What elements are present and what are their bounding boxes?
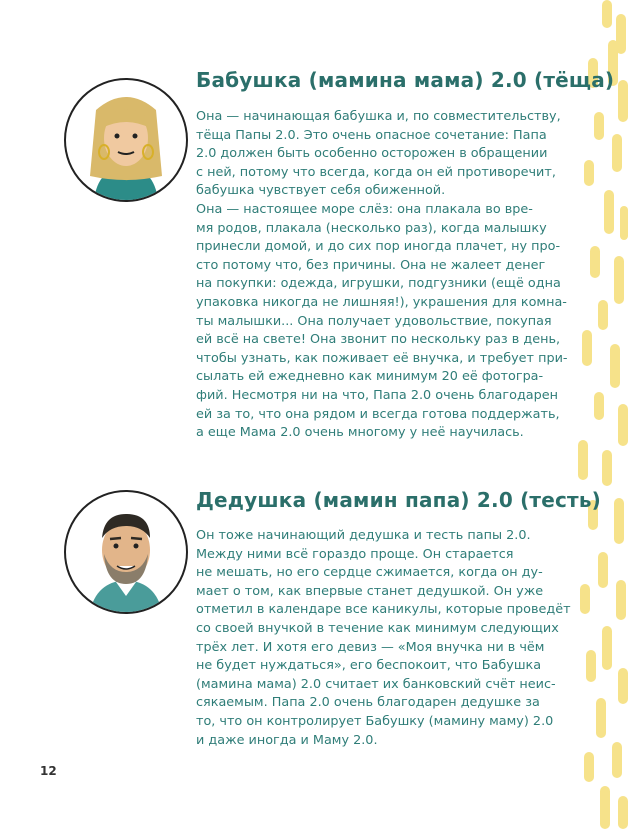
grandmother-portrait <box>64 78 188 202</box>
section-heading-grandmother: Бабушка (мамина мама) 2.0 (тёща) <box>196 68 615 92</box>
section-heading-grandfather: Дедушка (мамин папа) 2.0 (тесть) <box>196 488 602 512</box>
grandmother-portrait-icon <box>66 80 186 200</box>
grandfather-portrait-icon <box>66 492 186 612</box>
section-text-grandfather: Он тоже начинающий дедушка и тесть папы 2.0. Между ними всё гораздо проще. Он старается не мешать, но его сердце сжимается, когда он ду- мает о том, как впервые станет дедушкой. Он уже отметил в календаре все каникулы, которые проведёт со своей внучкой в течение как минимум следующих трёх лет. И хотя его девиз — «Моя внучка ни в чём не будет нуждаться», его беспокоит, что Бабушка (мамина мама) 2.0 считает их банковский счёт неис- сякаемым. Папа 2.0 очень благодарен дедушке за то, что он контролирует Бабушку (мамину маму) 2.0 и даже иногда и Маму 2.0. <box>196 528 571 748</box>
grandfather-portrait <box>64 490 188 614</box>
page-number: 12 <box>40 764 57 778</box>
section-text-grandmother: Она — начинающая бабушка и, по совместительству, тёща Папы 2.0. Это очень опасное сочетание: Папа 2.0 должен быть особенно осторожен в обращении с ней, потому что всегда, когда он ей противоречит, бабушка чувствует себя обиженной. Она — настоящее море слёз: она плакала во вре- мя родов, плакала (несколько раз), когда малышку принесли домой, и до сих пор иногда плачет, ну про- сто потому что, без причины. Она не жалеет денег на покупки: одежда, игрушки, подгузники (ещё одна упаковка никогда не лишняя!), украшения для комна- ты малышки... Она получает удовольствие, покупая ей всё на свете! Она звонит по нескольку раз в день, чтобы узнать, как поживает её внучка, и требует при- сылать ей ежедневно как минимум 20 её фотогра- фий. Несмотря ни на что, Папа 2.0 очень благодарен ей за то, что она рядом и всегда готова поддержать, а еще Мама 2.0 очень многому у неё научилась. <box>196 109 568 441</box>
